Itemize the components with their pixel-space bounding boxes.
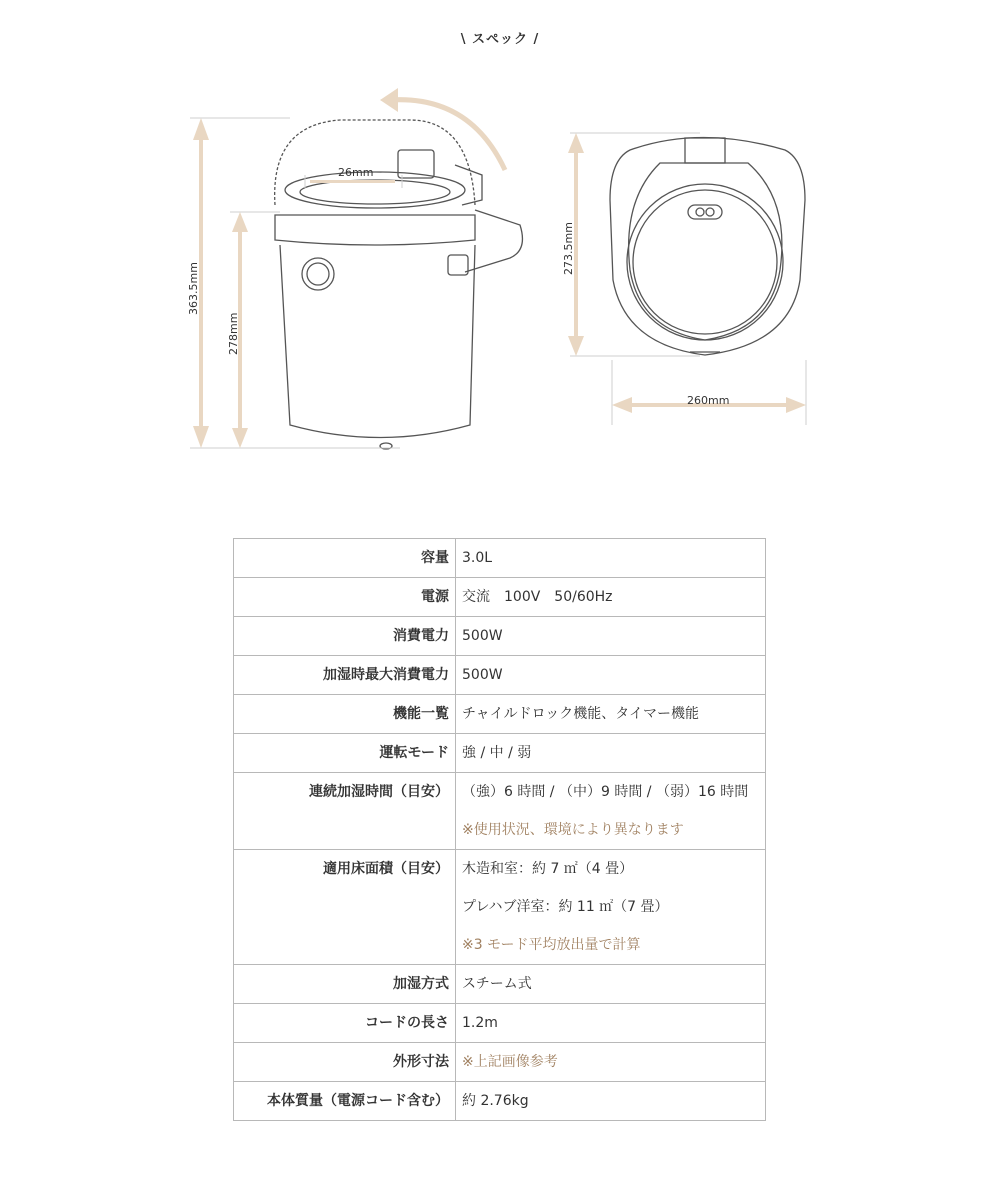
spec-value: （強）6 時間 / （中）9 時間 / （弱）16 時間: [462, 784, 749, 800]
spec-note: ※上記画像参考: [462, 1054, 558, 1070]
spec-label-cell: [234, 965, 456, 1004]
spec-label: 加湿方式: [393, 976, 449, 992]
dimension-total-height: 363.5mm: [187, 262, 200, 315]
spec-row: [234, 1082, 766, 1121]
spec-label: 容量: [421, 550, 449, 566]
spec-value: 強 / 中 / 弱: [462, 745, 532, 761]
dimension-handle-width: 26mm: [338, 166, 374, 179]
spec-label: 本体質量（電源コード含む）: [267, 1093, 449, 1109]
spec-row: [234, 656, 766, 695]
spec-row: [234, 773, 766, 850]
spec-label: 加湿時最大消費電力: [323, 667, 449, 683]
spec-label-cell: [234, 1004, 456, 1043]
spec-label-cell: [234, 1082, 456, 1121]
spec-label: 電源: [421, 589, 449, 605]
spec-row: [234, 1043, 766, 1082]
spec-value-cell: [456, 656, 766, 695]
spec-label-cell: [234, 578, 456, 617]
top-dimension-arrows: [568, 133, 806, 413]
spec-row: [234, 617, 766, 656]
spec-label-cell: [234, 850, 456, 965]
spec-label-cell: [234, 734, 456, 773]
spec-label: 消費電力: [393, 628, 449, 644]
spec-value: 1.2m: [462, 1015, 498, 1031]
spec-label-cell: [234, 539, 456, 578]
spec-value-cell: [456, 617, 766, 656]
spec-value: 交流 100V 50/60Hz: [462, 589, 613, 605]
spec-value: 3.0L: [462, 550, 493, 566]
spec-value: 木造和室：約 7 ㎡（4 畳）: [462, 861, 634, 877]
dimension-width: 260mm: [687, 394, 730, 407]
side-view-drawing: [275, 88, 523, 449]
spec-row: [234, 734, 766, 773]
spec-label-cell: [234, 773, 456, 850]
spec-value: チャイルドロック機能、タイマー機能: [462, 706, 700, 722]
spec-table-body: [234, 539, 766, 1121]
spec-label: 機能一覧: [393, 706, 449, 722]
spec-label: 外形寸法: [393, 1054, 449, 1070]
spec-value-cell: [456, 578, 766, 617]
spec-label-cell: [234, 656, 456, 695]
spec-label: 適用床面積（目安）: [323, 861, 449, 877]
dimension-body-height: 278mm: [227, 312, 240, 355]
spec-label-cell: [234, 1043, 456, 1082]
top-view-drawing: [610, 138, 805, 356]
spec-value-cell: [456, 734, 766, 773]
spec-note: ※3 モード平均放出量で計算: [462, 937, 641, 953]
spec-value-cell: [456, 1082, 766, 1121]
spec-row: [234, 578, 766, 617]
spec-row: [234, 850, 766, 965]
spec-value: 500W: [462, 628, 503, 644]
spec-label: 運転モード: [379, 745, 449, 761]
spec-table: [233, 538, 766, 1121]
spec-label-cell: [234, 695, 456, 734]
spec-value-cell: [456, 1043, 766, 1082]
spec-row: [234, 1004, 766, 1043]
spec-label-cell: [234, 617, 456, 656]
spec-value: スチーム式: [462, 976, 532, 992]
spec-value-cell: [456, 773, 766, 850]
spec-value: 500W: [462, 667, 503, 683]
spec-value-cell: [456, 1004, 766, 1043]
spec-value-cell: [456, 850, 766, 965]
spec-row: [234, 539, 766, 578]
spec-value: 約 2.76kg: [462, 1093, 529, 1109]
spec-label: 連続加湿時間（目安）: [309, 784, 449, 800]
product-dimension-figure: [0, 0, 1000, 520]
spec-note: ※使用状況、環境により異なります: [462, 822, 684, 838]
top-dimension-guides: [570, 133, 806, 425]
spec-label: コードの長さ: [365, 1015, 449, 1031]
spec-value-cell: [456, 965, 766, 1004]
spec-value-cell: [456, 695, 766, 734]
spec-row: [234, 695, 766, 734]
spec-value-cell: [456, 539, 766, 578]
spec-value: プレハブ洋室：約 11 ㎡（7 畳）: [462, 899, 669, 915]
dimension-depth: 273.5mm: [562, 222, 575, 275]
spec-row: [234, 965, 766, 1004]
spec-heading: \ スペック /: [460, 32, 540, 47]
